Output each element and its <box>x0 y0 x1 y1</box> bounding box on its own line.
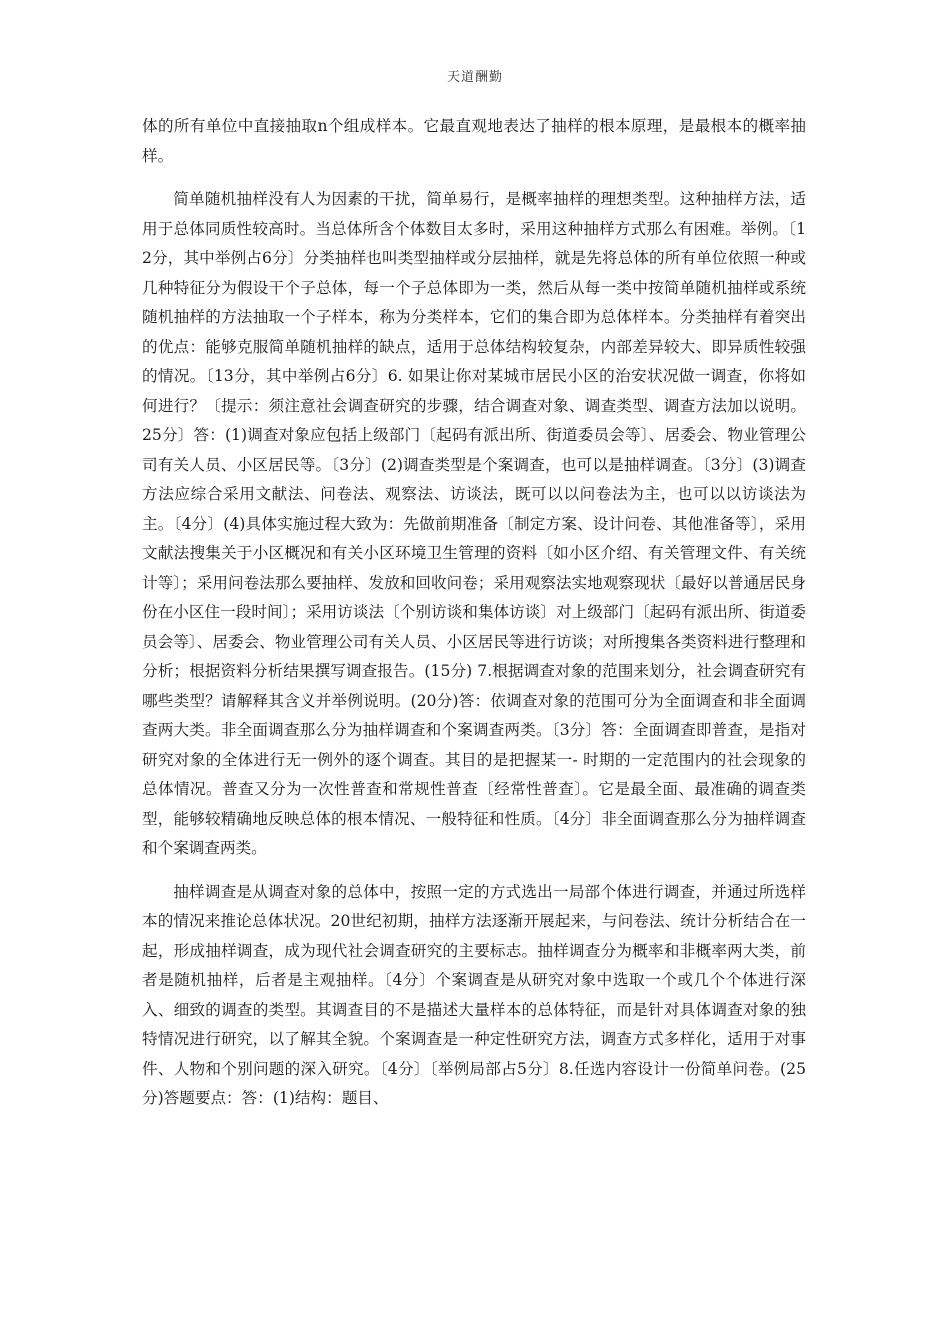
document-body <box>142 112 806 1114</box>
paragraph-1: 体的所有单位中直接抽取n个组成样本。它最直观地表达了抽样的根本原理，是最根本的概率抽样。 <box>142 117 806 165</box>
paragraph-2: 简单随机抽样没有人为因素的干扰，简单易行，是概率抽样的理想类型。这种抽样方法，适用于总体同质性较高时。当总体所含个体数目太多时，采用这种抽样方式那么有困难。举例。〔12分，其中举例占6分〕分类抽样也叫类型抽样或分层抽样，就是先将总体的所有单位依照一种或几种特征分为假设干个子总体，每一个子总体即为一类，然后从每一类中按简单随机抽样或系统随机抽样的方法抽取一个子样本，称为分类样本，它们的集合即为总体样本。分类抽样有着突出的优点：能够克服简单随机抽样的缺点，适用于总体结构较复杂，内部差异较大、即异质性较强的情况。〔13分，其中举例占6分〕6. 如果让你对某城市居民小区的治安状况做一调查，你将如何进行？〔提示：须注意社会调查研究的步骤，结合调查对象、调查类型、调查方法加以说明。25分〕答：(1)调查对象应包括上级部门〔起码有派出所、街道委员会等〕、居委会、物业管理公司有关人员、小区居民等。〔3分〕(2)调查类型是个案调查，也可以是抽样调查。〔3分〕(3)调查方法应综合采用文献法、问卷法、观察法、访谈法，既可以以问卷法为主，也可以以访谈法为主。〔4分〕(4)具体实施过程大致为：先做前期准备〔制定方案、设计问卷、其他准备等〕，采用文献法搜集关于小区概况和有关小区环境卫生管理的资料〔如小区介绍、有关管理文件、有关统计等〕；采用问卷法那么要抽样、发放和回收问卷；采用观察法实地观察现状〔最好以普通居民身份在小区住一段时间〕；采用访谈法〔个别访谈和集体访谈〕对上级部门〔起码有派出所、街道委员会等〕、居委会、物业管理公司有关人员、小区居民等进行访谈；对所搜集各类资料进行整理和分析；根据资料分析结果撰写调查报告。(15分) 7.根据调查对象的范围来划分，社会调查研究有哪些类型？请解释其含义并举例说明。(20分)答：依调查对象的范围可分为全面调查和非全面调查两大类。非全面调查那么分为抽样调查和个案调查两类。〔3分〕答：全面调查即普查，是指对研究对象的全体进行无一例外的逐个调查。其目的是把握某一- 时期的一定范围内的社会现象的总体情况。普查又分为一次性普查和常规性普查〔经常性普查〕。它是最全面、最准确的调查类型，能够较精确地反映总体的根本情况、一般特征和性质。〔4分〕非全面调查那么分为抽样调查和个案调查两类。 <box>142 190 806 857</box>
paragraph-3: 抽样调查是从调查对象的总体中，按照一定的方式选出一局部个体进行调查，并通过所选样本的情况来推论总体状况。20世纪初期，抽样方法逐渐开展起来，与问卷法、统计分析结合在一起，形成抽样调查，成为现代社会调查研究的主要标志。抽样调查分为概率和非概率两大类，前者是随机抽样，后者是主观抽样。〔4分〕个案调查是从研究对象中选取一个或几个个体进行深入、细致的调查的类型。其调查目的不是描述大量样本的总体特征，而是针对具体调查对象的独特情况进行研究，以了解其全貌。个案调查是一种定性研究方法，调查方式多样化，适用于对事件、人物和个别问题的深入研究。〔4分〕〔举例局部占5分〕8.任选内容设计一份简单问卷。(25分)答题要点：答：(1)结构：题目、 <box>142 882 806 1107</box>
page-header: 天道酬勤 <box>446 70 503 85</box>
